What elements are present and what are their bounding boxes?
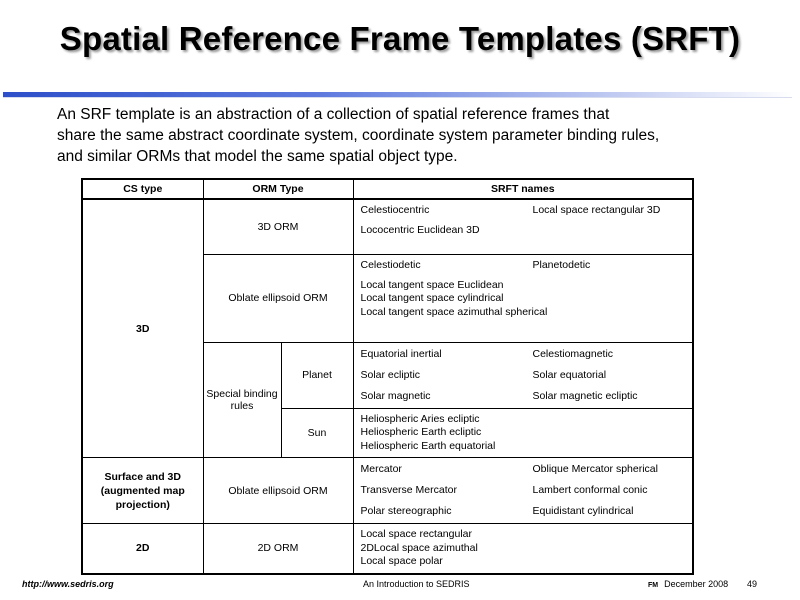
footer-title: An Introduction to SEDRIS [363, 579, 470, 589]
table-row [82, 524, 693, 574]
srft-name: Heliospheric Earth ecliptic [360, 426, 482, 438]
srft-name: Local space polar [360, 555, 443, 567]
srft-name: Celestiodetic [360, 258, 421, 271]
srft-name: Heliospheric Earth equatorial [360, 439, 496, 452]
srft-name: Transverse Mercator [360, 484, 457, 496]
srft-name: Mercator [360, 463, 402, 475]
footer-date: December 2008 [664, 579, 729, 589]
srft-name: Lococentric Euclidean 3D [360, 224, 480, 236]
names-surface-cell [353, 458, 693, 524]
srft-name: Solar equatorial [532, 368, 607, 381]
srft-name: Equidistant cylindrical [532, 505, 634, 517]
header-row [82, 179, 693, 199]
srft-name: Celestiocentric [360, 204, 430, 216]
header-orm-type: ORM Type [203, 179, 353, 199]
srft-name: Solar magnetic [360, 389, 431, 402]
srft-name: Local space rectangular [360, 528, 472, 540]
special-binding-cell: Special binding rules [203, 342, 281, 458]
names-3d-orm-cell [353, 199, 693, 254]
names-planet-cell [353, 342, 693, 408]
footer-page-number: 49 [747, 579, 758, 589]
intro-line-1: An SRF template is an abstraction of a collection of spatial reference frames that [57, 106, 610, 123]
sun-cell: Sun [281, 408, 353, 458]
cs-surface-cell: Surface and 3D (augmented map projection) [82, 458, 203, 524]
cs-2d-cell: 2D [82, 524, 203, 574]
srft-name: 2DLocal space azimuthal [360, 541, 478, 554]
srft-table [81, 178, 694, 575]
footer-fm-mark: FM [648, 582, 659, 589]
srft-name: Local tangent space Euclidean [360, 278, 504, 291]
srft-name: Lambert conformal conic [532, 484, 648, 496]
table-row [82, 199, 693, 254]
srft-name: Local tangent space azimuthal spherical [360, 305, 548, 318]
srft-name: Local space rectangular 3D [532, 204, 661, 216]
srft-name: Solar ecliptic [360, 368, 421, 381]
srft-name: Local tangent space cylindrical [360, 292, 504, 304]
planet-cell: Planet [281, 342, 353, 408]
intro-paragraph [57, 104, 777, 167]
names-2d-cell [353, 524, 693, 574]
footer-url: http://www.sedris.org [22, 579, 114, 589]
header-srft-names: SRFT names [353, 179, 693, 199]
srft-name: Celestiomagnetic [532, 347, 614, 360]
orm-3d-cell: 3D ORM [203, 199, 353, 254]
intro-line-3: and similar ORMs that model the same spatial object type. [57, 148, 458, 165]
table-row [82, 458, 693, 524]
slide-title: Spatial Reference Frame Templates (SRFT) [59, 20, 741, 57]
header-cs-type: CS type [82, 179, 203, 199]
srft-name: Polar stereographic [360, 505, 452, 517]
srft-name: Heliospheric Aries ecliptic [360, 412, 480, 425]
orm-oblate-cell: Oblate ellipsoid ORM [203, 254, 353, 342]
names-oblate-cell [353, 254, 693, 342]
srft-name: Planetodetic [532, 258, 591, 271]
srft-name: Solar magnetic ecliptic [532, 389, 638, 402]
cs-3d-cell: 3D [82, 199, 203, 458]
orm-2d-cell: 2D ORM [203, 524, 353, 574]
footer-date-group [648, 579, 728, 589]
title-underline-rule [3, 97, 792, 98]
srft-name: Oblique Mercator spherical [532, 463, 658, 475]
names-sun-cell [353, 408, 693, 458]
orm-surface-cell: Oblate ellipsoid ORM [203, 458, 353, 524]
srft-name: Equatorial inertial [360, 347, 442, 360]
intro-line-2: share the same abstract coordinate system, coordinate system parameter binding rules, [57, 127, 660, 144]
